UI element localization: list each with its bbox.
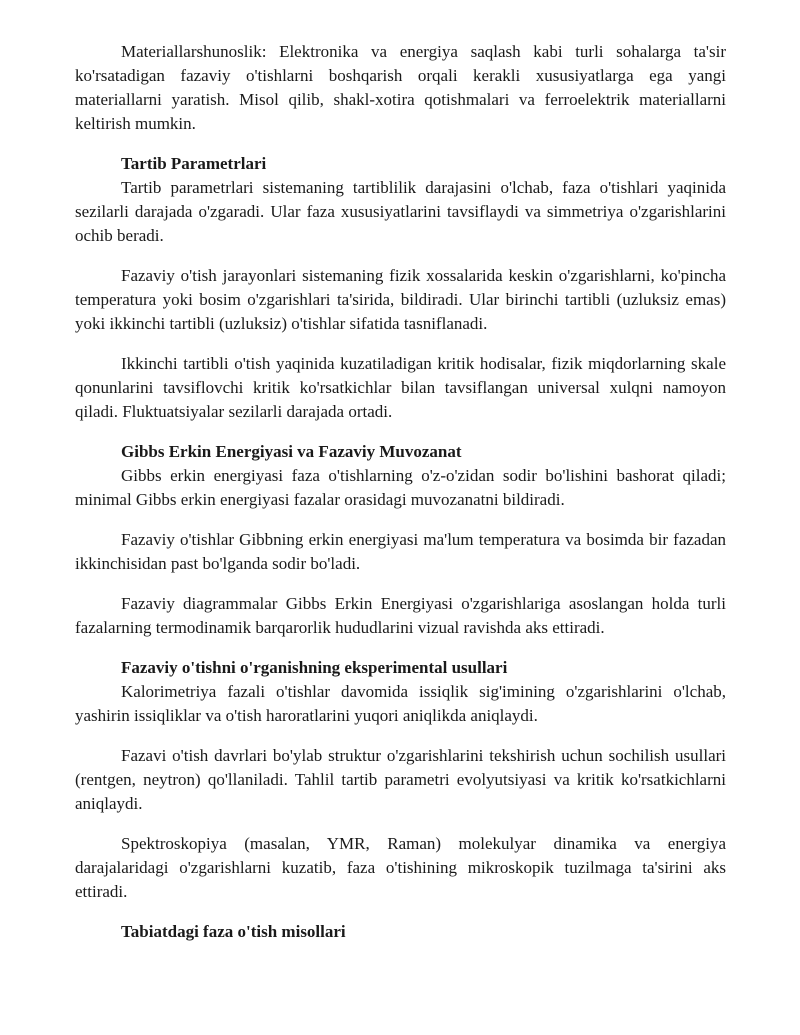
heading-order-parameters: Tartib Parametrlari bbox=[121, 154, 267, 173]
heading-natural-examples: Tabiatdagi faza o'tish misollari bbox=[121, 922, 346, 941]
paragraph-materials-science: Materiallarshunoslik: Elektronika va energiya saqlash kabi turli sohalarga ta'sir ko'rsatadigan fazaviy o'tishlarni boshqarish orqali kerakli xususiyatlarga ega yangi materiallarni yaratish. Misol qilib, shakl-xotira qotishmalari va ferroelektrik materiallarni keltirish mumkin. bbox=[75, 42, 726, 133]
spacer bbox=[75, 728, 726, 744]
document-page bbox=[75, 40, 726, 944]
spacer bbox=[75, 424, 726, 440]
paragraph-scattering-methods: Fazavi o'tish davrlari bo'ylab struktur o'zgarishlarini tekshirish uchun sochilish usullari (rentgen, neytron) qo'llaniladi. Tahlil tartib parametri evolyutsiyasi va kritik ko'rsatkichlarni aniqlaydi. bbox=[75, 746, 726, 813]
spacer bbox=[75, 248, 726, 264]
paragraph-spectroscopy: Spektroskopiya (masalan, YMR, Raman) molekulyar dinamika va energiya darajalaridagi o'zgarishlarni kuzatib, faza o'tishining mikroskopik tuzilmaga ta'sirini aks ettiradi. bbox=[75, 834, 726, 901]
spacer bbox=[75, 816, 726, 832]
spacer bbox=[75, 576, 726, 592]
spacer bbox=[75, 904, 726, 920]
heading-gibbs-free-energy: Gibbs Erkin Energiyasi va Fazaviy Muvozanat bbox=[121, 442, 462, 461]
paragraph-phase-transition-processes: Fazaviy o'tish jarayonlari sistemaning fizik xossalarida keskin o'zgarishlarni, ko'pincha temperatura yoki bosim o'zgarishlari ta'sirida, bildiradi. Ular birinchi tartibli (uzluksiz emas) yoki ikkinchi tartibli (uzluksiz) o'tishlar sifatida tasniflanadi. bbox=[75, 266, 726, 333]
heading-experimental-methods: Fazaviy o'tishni o'rganishning eksperimental usullari bbox=[121, 658, 508, 677]
paragraph-critical-phenomena: Ikkinchi tartibli o'tish yaqinida kuzatiladigan kritik hodisalar, fizik miqdorlarning skale qonunlarini tavsiflovchi kritik ko'rsatkichlar bilan tavsiflangan universal xulqni namoyon qiladi. Fluktuatsiyalar sezilarli darajada ortadi. bbox=[75, 354, 726, 421]
paragraph-phase-diagrams: Fazaviy diagrammalar Gibbs Erkin Energiyasi o'zgarishlariga asoslangan holda turli fazalarning termodinamik barqarorlik hududlarini vizual ravishda aks ettiradi. bbox=[75, 594, 726, 637]
paragraph-calorimetry: Kalorimetriya fazali o'tishlar davomida issiqlik sig'imining o'zgarishlarini o'lchab, yashirin issiqliklar va o'tish haroratlarini yuqori aniqlikda aniqlaydi. bbox=[75, 682, 726, 725]
spacer bbox=[75, 336, 726, 352]
paragraph-order-parameters: Tartib parametrlari sistemaning tartiblilik darajasini o'lchab, faza o'tishlari yaqinida sezilarli darajada o'zgaradi. Ular faza xususiyatlarini tavsiflaydi va simmetriya o'zgarishlarini ochib beradi. bbox=[75, 178, 726, 245]
paragraph-gibbs-transition: Fazaviy o'tishlar Gibbning erkin energiyasi ma'lum temperatura va bosimda bir fazadan ikkinchisidan past bo'lganda sodir bo'ladi. bbox=[75, 530, 726, 573]
spacer bbox=[75, 136, 726, 152]
spacer bbox=[75, 640, 726, 656]
spacer bbox=[75, 512, 726, 528]
paragraph-gibbs-prediction: Gibbs erkin energiyasi faza o'tishlarning o'z-o'zidan sodir bo'lishini bashorat qiladi; minimal Gibbs erkin energiyasi fazalar orasidagi muvozanatni bildiradi. bbox=[75, 466, 726, 509]
